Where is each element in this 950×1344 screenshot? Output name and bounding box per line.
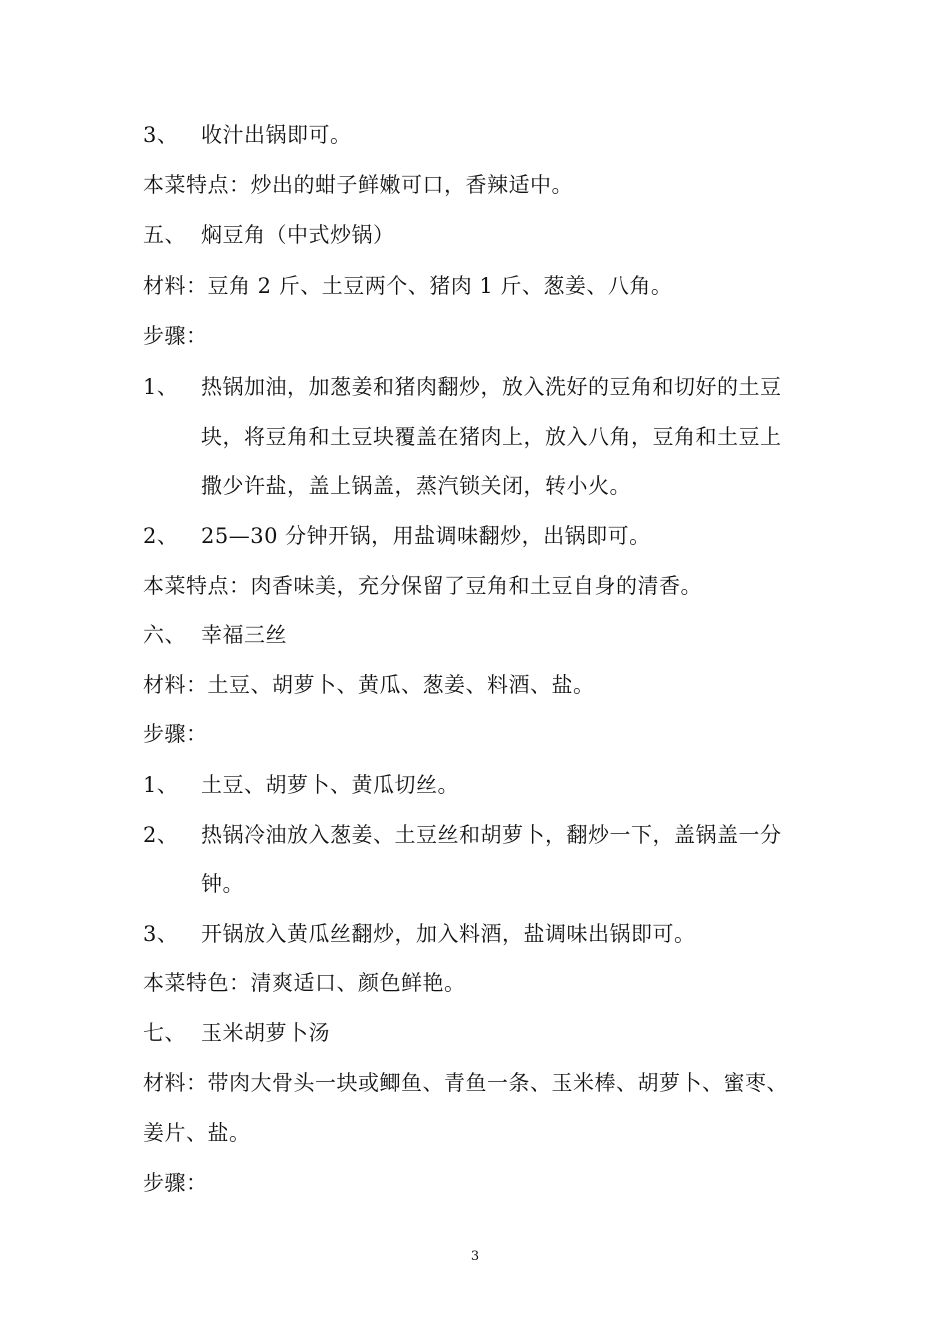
- steps-label: 步骤：: [143, 722, 208, 746]
- section-title: 焖豆角（中式炒锅）: [201, 223, 395, 247]
- step-text: 开锅放入黄瓜丝翻炒，加入料酒，盐调味出锅即可。: [201, 922, 696, 946]
- step-line: [143, 373, 782, 401]
- feature-line: 本菜特色：清爽适口、颜色鲜艳。: [143, 971, 466, 995]
- ingredients-line: 材料：土豆、胡萝卜、黄瓜、葱姜、料酒、盐。: [143, 673, 595, 697]
- step-text: 热锅加油，加葱姜和猪肉翻炒，放入洗好的豆角和切好的土豆: [201, 375, 782, 399]
- step-number: 2、: [143, 823, 179, 847]
- section-heading: [143, 221, 395, 249]
- feature-line: 本菜特点：炒出的蚶子鲜嫩可口，香辣适中。: [143, 173, 573, 197]
- step-number: 3、: [143, 922, 179, 946]
- step-text: 收汁出锅即可。: [201, 123, 352, 147]
- step-continuation: 钟。: [201, 872, 244, 896]
- ingredients-line: 材料：带肉大骨头一块或鲫鱼、青鱼一条、玉米棒、胡萝卜、蜜枣、: [143, 1071, 788, 1095]
- step-text: 热锅冷油放入葱姜、土豆丝和胡萝卜，翻炒一下，盖锅盖一分: [201, 823, 782, 847]
- section-title: 幸福三丝: [201, 623, 287, 647]
- step-number: 1、: [143, 773, 179, 797]
- step-line: [143, 920, 696, 948]
- step-text: 土豆、胡萝卜、黄瓜切丝。: [201, 773, 459, 797]
- step-number: 3、: [143, 123, 179, 147]
- section-heading: [143, 621, 287, 649]
- step-line: [143, 121, 352, 149]
- section-title: 玉米胡萝卜汤: [201, 1021, 330, 1045]
- step-number: 2、: [143, 524, 179, 548]
- step-line: [143, 522, 651, 550]
- ingredients-line: 材料：豆角 2 斤、土豆两个、猪肉 1 斤、葱姜、八角。: [143, 274, 673, 298]
- step-continuation: 块，将豆角和土豆块覆盖在猪肉上，放入八角，豆角和土豆上: [201, 425, 782, 449]
- feature-line: 本菜特点：肉香味美，充分保留了豆角和土豆自身的清香。: [143, 574, 702, 598]
- section-number: 六、: [143, 623, 186, 647]
- section-heading: [143, 1019, 330, 1047]
- step-continuation: 撒少许盐，盖上锅盖，蒸汽锁关闭，转小火。: [201, 474, 631, 498]
- steps-label: 步骤：: [143, 324, 208, 348]
- page-number: 3: [470, 1249, 480, 1264]
- steps-label: 步骤：: [143, 1171, 208, 1195]
- step-line: [143, 771, 459, 799]
- section-number: 七、: [143, 1021, 186, 1045]
- step-line: [143, 821, 782, 849]
- section-number: 五、: [143, 223, 186, 247]
- step-number: 1、: [143, 375, 179, 399]
- ingredients-line-continuation: 姜片、盐。: [143, 1121, 251, 1145]
- step-text: 25—30 分钟开锅，用盐调味翻炒，出锅即可。: [201, 524, 651, 548]
